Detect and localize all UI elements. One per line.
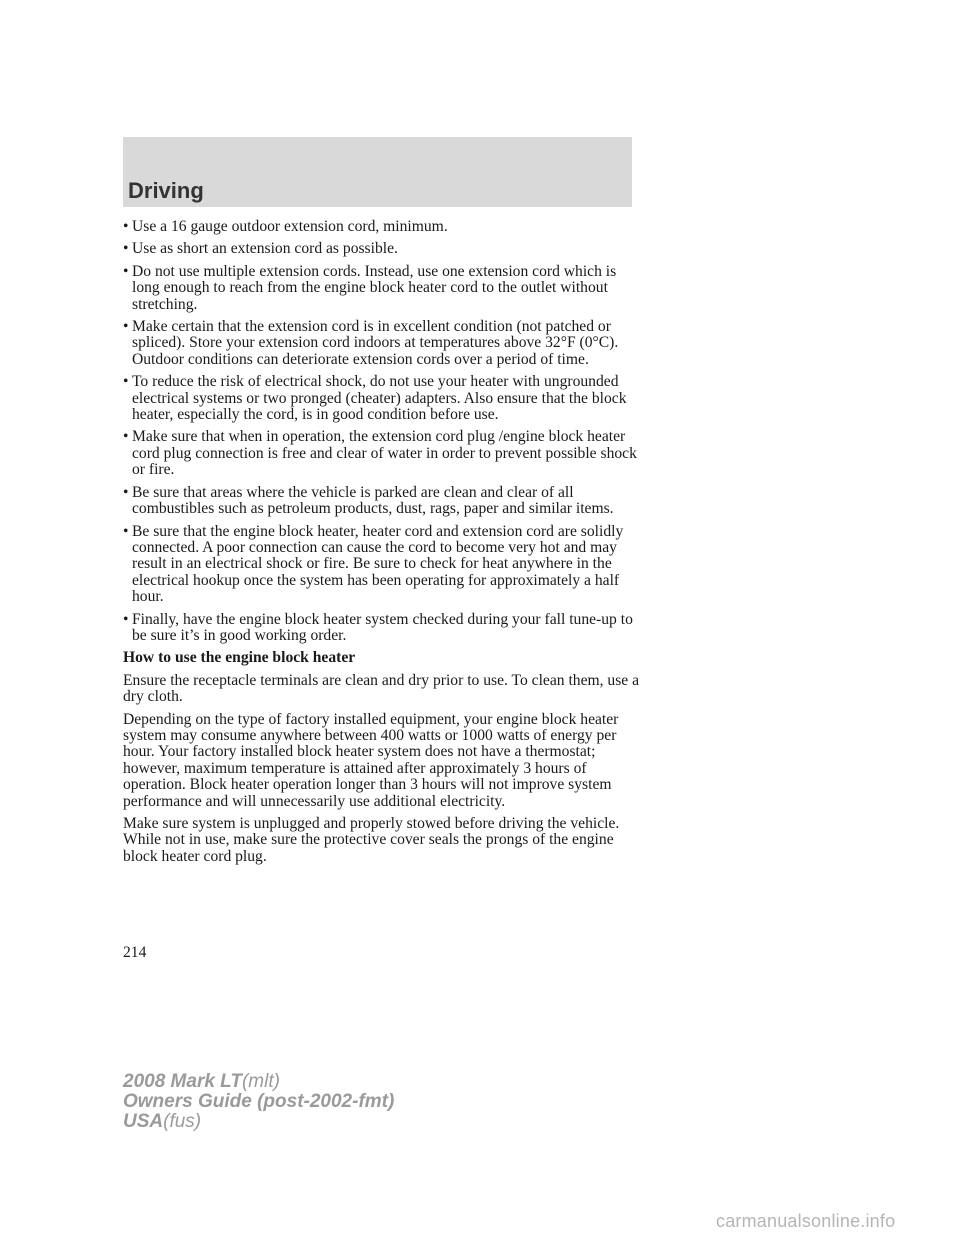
footer-market-code: (fus) xyxy=(163,1111,202,1132)
footer-model-code: (mlt) xyxy=(241,1071,280,1092)
page-number: 214 xyxy=(123,944,147,961)
footer-line-market xyxy=(123,1112,394,1132)
paragraph: Make sure system is unplugged and properly stowed before driving the vehicle. While not in use, make sure the protective cover seals the prongs of the engine block heater cord plug. xyxy=(123,815,620,865)
list-item-text: Use as short an extension cord as possible. xyxy=(132,240,398,258)
document-footer xyxy=(123,1072,394,1132)
footer-line-model xyxy=(123,1072,394,1092)
footer-model: 2008 Mark LT xyxy=(123,1071,242,1092)
list-item xyxy=(123,612,643,645)
list-item-text: Make certain that the extension cord is in excellent condition (not patched or spliced). Store your extension cord indoors at temperatures above 32°F (0°C). Outdoor conditions can deteriorate extension cords over a period of time. xyxy=(132,318,619,368)
bullet-list xyxy=(123,219,643,644)
list-item-text: Make sure that when in operation, the extension cord plug /engine block heater cord plug connection is free and clear of water in order to prevent possible shock or fire. xyxy=(132,428,637,479)
list-item-text: To reduce the risk of electrical shock, do not use your heater with ungrounded electrical systems or two pronged (cheater) adapters. Also ensure that the block heater, especially the cord, is in good condition before use. xyxy=(132,373,627,424)
bullet-dot: • xyxy=(123,610,129,628)
watermark: carmanualsonline.info xyxy=(716,1211,896,1231)
bullet-dot: • xyxy=(123,483,129,501)
subheading: How to use the engine block heater xyxy=(123,649,356,667)
bullet-dot: • xyxy=(123,318,129,336)
list-item xyxy=(123,319,643,368)
bullet-dot: • xyxy=(123,428,129,446)
list-item-text: Finally, have the engine block heater system checked during your fall tune-up to be sure it’s in good working order. xyxy=(132,610,633,644)
paragraph: Depending on the type of factory installed equipment, your engine block heater system may consume anywhere between 400 watts or 1000 watts of energy per hour. Your factory installed block heater system does not have a thermostat; however, maximum temperature is attained after approximately 3 hours of operation. Block heater operation longer than 3 hours will not improve system performance and will unnecessarily use additional electricity. xyxy=(123,710,619,810)
list-item xyxy=(123,524,643,606)
list-item xyxy=(123,429,643,478)
list-item-text: Be sure that the engine block heater, heater cord and extension cord are solidly connected. A poor connection can cause the cord to become very hot and may result in an electrical shock or fire. Be sure to check for heat anywhere in the electrical hookup once the system has been operating for approximately a half hour. xyxy=(132,522,624,606)
paragraph: Ensure the receptacle terminals are clean and dry prior to use. To clean them, use a dry cloth. xyxy=(123,671,640,706)
section-title: Driving xyxy=(128,178,204,203)
list-item-text: Be sure that areas where the vehicle is parked are clean and clear of all combustibles such as petroleum products, dust, rags, paper and similar items. xyxy=(132,483,614,518)
list-item xyxy=(123,241,643,257)
bullet-dot: • xyxy=(123,240,129,258)
list-item xyxy=(123,485,643,518)
list-item xyxy=(123,374,643,423)
list-item-text: Do not use multiple extension cords. Instead, use one extension cord which is long enough to reach from the engine block heater cord to the outlet without stretching. xyxy=(132,262,617,313)
bullet-dot: • xyxy=(123,373,129,391)
list-item-text: Use a 16 gauge outdoor extension cord, minimum. xyxy=(132,218,448,235)
list-item xyxy=(123,219,643,235)
footer-guide: Owners Guide (post-2002-fmt) xyxy=(123,1091,395,1112)
bullet-dot: • xyxy=(123,218,129,235)
list-item xyxy=(123,264,643,313)
bullet-dot: • xyxy=(123,522,129,540)
footer-line-guide xyxy=(123,1092,394,1112)
bullet-dot: • xyxy=(123,262,129,280)
footer-market: USA xyxy=(123,1111,164,1132)
page-content xyxy=(123,219,643,871)
